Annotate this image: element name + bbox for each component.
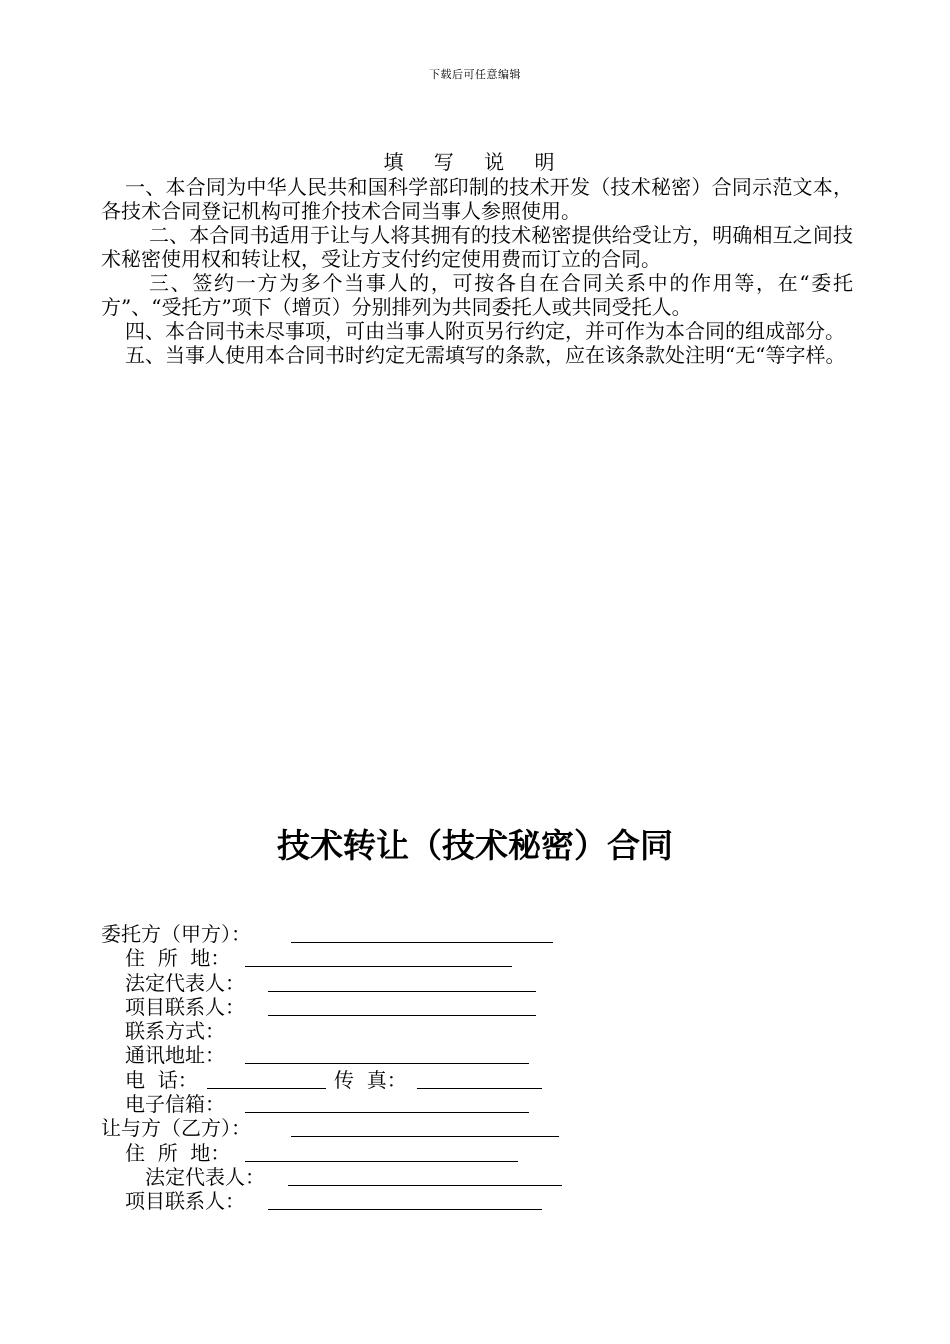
party-a-fax-label: 传 真： <box>334 1067 407 1092</box>
party-a-address-row <box>0 946 950 970</box>
party-a-contact-person-row <box>0 995 950 1019</box>
party-a-contact-method-label: 联系方式： <box>125 1019 225 1044</box>
party-a-field[interactable] <box>291 942 553 943</box>
party-b-contact-person-row <box>0 1189 950 1213</box>
party-a-row <box>0 922 950 946</box>
instruction-paragraph-5: 五、当事人使用本合同书时约定无需填写的条款，应在该条款处注明“无“等字样。 <box>125 343 846 367</box>
party-a-email-field[interactable] <box>245 1112 529 1113</box>
party-a-contact-person-field[interactable] <box>268 1015 536 1016</box>
party-a-email-row <box>0 1092 950 1116</box>
party-b-legal-rep-row <box>0 1165 950 1189</box>
instruction-paragraph-2: 二、本合同书适用于让与人将其拥有的技术秘密提供给受让方，明确相互之间技术秘密使用权和转让权，受让方支付约定使用费而订立的合同。 <box>101 223 853 271</box>
party-a-contact-person-label: 项目联系人： <box>125 994 245 1019</box>
party-a-legal-rep-row <box>0 971 950 995</box>
party-a-label: 委托方（甲方）： <box>101 922 251 946</box>
party-a-fax-field[interactable] <box>417 1088 542 1089</box>
page-header: 下载后可任意编辑 <box>429 68 521 81</box>
party-a-mail-address-field[interactable] <box>245 1063 529 1064</box>
party-a-legal-rep-label: 法定代表人： <box>125 970 245 995</box>
party-a-phone-fax-row <box>0 1068 950 1092</box>
party-b-legal-rep-label: 法定代表人： <box>145 1164 265 1189</box>
party-b-contact-person-field[interactable] <box>268 1209 542 1210</box>
party-b-address-label: 住 所 地： <box>125 1140 231 1165</box>
party-a-phone-label: 电 话： <box>125 1067 198 1092</box>
party-a-email-label: 电子信箱： <box>125 1092 225 1117</box>
party-a-mail-address-row <box>0 1043 950 1067</box>
party-b-address-row <box>0 1141 950 1165</box>
party-b-contact-person-label: 项目联系人： <box>125 1189 245 1214</box>
party-b-row <box>0 1116 950 1140</box>
instruction-paragraph-4: 四、本合同书未尽事项，可由当事人附页另行约定，并可作为本合同的组成部分。 <box>125 319 845 343</box>
party-a-legal-rep-field[interactable] <box>268 991 536 992</box>
party-b-label: 让与方（乙方）： <box>101 1116 251 1141</box>
instructions-title: 填 写 说 明 <box>383 150 567 174</box>
instruction-paragraph-3: 三、签约一方为多个当事人的，可按各自在合同关系中的作用等，在“委托方”、“受托方”项下（增页）分别排列为共同委托人或共同受托人。 <box>101 271 853 319</box>
party-b-address-field[interactable] <box>245 1161 518 1162</box>
party-fields <box>0 922 950 1214</box>
instruction-paragraph-1: 一、本合同为中华人民共和国科学部印制的技术开发（技术秘密）合同示范文本，各技术合同登记机构可推介技术合同当事人参照使用。 <box>101 175 853 223</box>
party-b-legal-rep-field[interactable] <box>288 1185 562 1186</box>
party-a-phone-field[interactable] <box>207 1088 326 1089</box>
contract-title: 技术转让（技术秘密）合同 <box>277 826 673 865</box>
party-a-mail-address-label: 通讯地址： <box>125 1043 225 1068</box>
party-b-field[interactable] <box>291 1136 559 1137</box>
party-a-address-label: 住 所 地： <box>125 946 231 971</box>
party-a-contact-method-row <box>0 1019 950 1043</box>
party-a-address-field[interactable] <box>245 966 512 967</box>
instructions-body <box>101 175 853 367</box>
